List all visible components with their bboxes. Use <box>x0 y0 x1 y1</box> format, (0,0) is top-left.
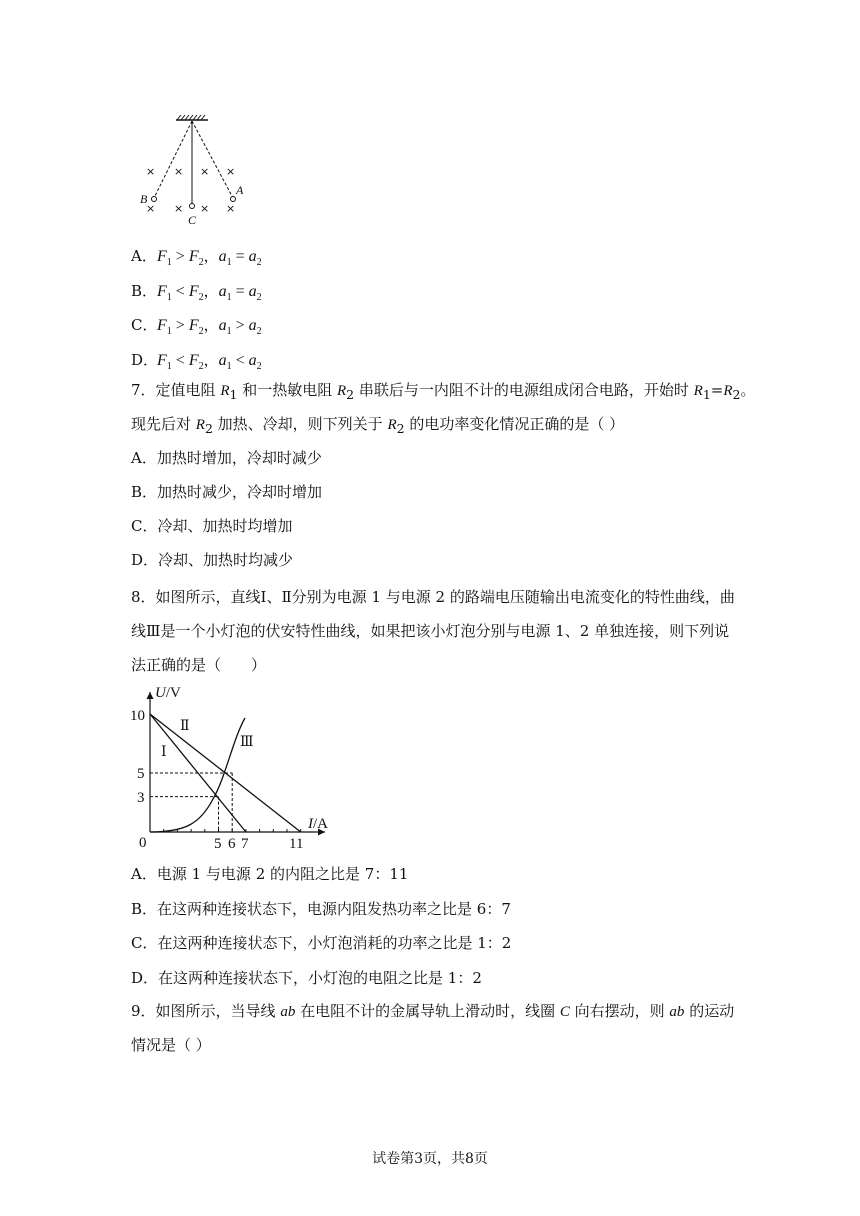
q7-stem-line2: 现先后对 $R_2$ 加热、冷却，则下列关于 $R_2$ 的电功率变化情况正确的是（ ） <box>131 415 625 436</box>
q6-formula: $F_1 < F_2$，$a_1 < a_2$ <box>157 351 262 373</box>
svg-text:I/A: I/A <box>308 816 328 832</box>
q8-option-a[interactable]: A．电源 1 与电源 2 的内阻之比是 7：11 <box>131 865 409 883</box>
y-tick-5: 5 <box>137 766 145 782</box>
q6-option-a[interactable]: A．$F_1 > F_2$，$a_1 = a_2$ <box>131 247 262 269</box>
q7-option-b[interactable]: B．加热时减少，冷却时增加 <box>131 483 323 501</box>
label-c: C <box>188 213 197 227</box>
svg-text:×: × <box>174 202 184 215</box>
curve-label-ii: Ⅱ <box>180 718 190 734</box>
q8-stem-line3: 法正确的是（ ） <box>131 656 267 674</box>
q6-option-d[interactable]: D．$F_1 < F_2$，$a_1 < a_2$ <box>131 351 262 373</box>
origin-label: 0 <box>139 835 147 851</box>
svg-text:×: × <box>146 202 156 215</box>
q6-option-c[interactable]: C．$F_1 > F_2$，$a_1 > a_2$ <box>131 316 262 338</box>
curve-label-i: Ⅰ <box>161 744 167 760</box>
svg-text:×: × <box>200 202 210 215</box>
y-tick-10: 10 <box>130 708 145 724</box>
q9-stem-line1: 9．如图所示，当导线 ab 在电阻不计的金属导轨上滑动时，线圈 C 向右摆动，则 ab 的运动 <box>131 1002 735 1020</box>
x-tick-11: 11 <box>289 836 304 852</box>
q6-option-b[interactable]: B．$F_1 < F_2$，$a_1 = a_2$ <box>131 282 262 304</box>
y-tick-3: 3 <box>137 790 145 806</box>
svg-text:×: × <box>174 165 184 178</box>
svg-text:×: × <box>200 165 210 178</box>
label-b: B <box>140 192 148 206</box>
q8-option-d[interactable]: D．在这两种连接状态下，小灯泡的电阻之比是 1：2 <box>131 969 482 987</box>
pendulum-figure <box>130 112 260 230</box>
q8-option-c[interactable]: C．在这两种连接状态下，小灯泡消耗的功率之比是 1：2 <box>131 934 512 952</box>
x-tick-7: 7 <box>241 836 249 852</box>
q6-formula: $F_1 > F_2$，$a_1 > a_2$ <box>157 316 262 338</box>
svg-text:×: × <box>226 202 236 215</box>
x-tick-5: 5 <box>214 836 222 852</box>
iv-graph <box>125 684 340 852</box>
svg-text:U/V: U/V <box>155 685 181 701</box>
q8-stem-line1: 8．如图所示，直线Ⅰ、Ⅱ分别为电源 1 与电源 2 的路端电压随输出电流变化的特性曲线，曲 <box>131 588 735 606</box>
q6-formula: $F_1 > F_2$，$a_1 = a_2$ <box>157 247 262 269</box>
svg-text:×: × <box>226 165 236 178</box>
svg-text:×: × <box>146 165 156 178</box>
q6-formula: $F_1 < F_2$，$a_1 = a_2$ <box>157 282 262 304</box>
q8-option-b[interactable]: B．在这两种连接状态下，电源内阻发热功率之比是 6：7 <box>131 900 511 918</box>
label-a: A <box>236 183 244 197</box>
x-tick-6: 6 <box>228 836 236 852</box>
q7-stem-line1: 7．定值电阻 $R_1$ 和一热敏电阻 $R_2$ 串联后与一内阻不计的电源组成闭合电路，开始时 $R_1=R_2$。 <box>131 381 756 402</box>
q7-option-c[interactable]: C．冷却、加热时均增加 <box>131 517 293 535</box>
q7-option-d[interactable]: D．冷却、加热时均减少 <box>131 551 294 569</box>
q9-stem-line2: 情况是（ ） <box>131 1036 211 1054</box>
page-footer: 试卷第3页，共8页 <box>372 1151 488 1167</box>
q7-option-a[interactable]: A．加热时增加，冷却时减少 <box>131 449 322 467</box>
curve-label-iii: Ⅲ <box>240 734 254 750</box>
q8-stem-line2: 线Ⅲ是一个小灯泡的伏安特性曲线，如果把该小灯泡分别与电源 1、2 单独连接，则下列说 <box>131 622 730 640</box>
